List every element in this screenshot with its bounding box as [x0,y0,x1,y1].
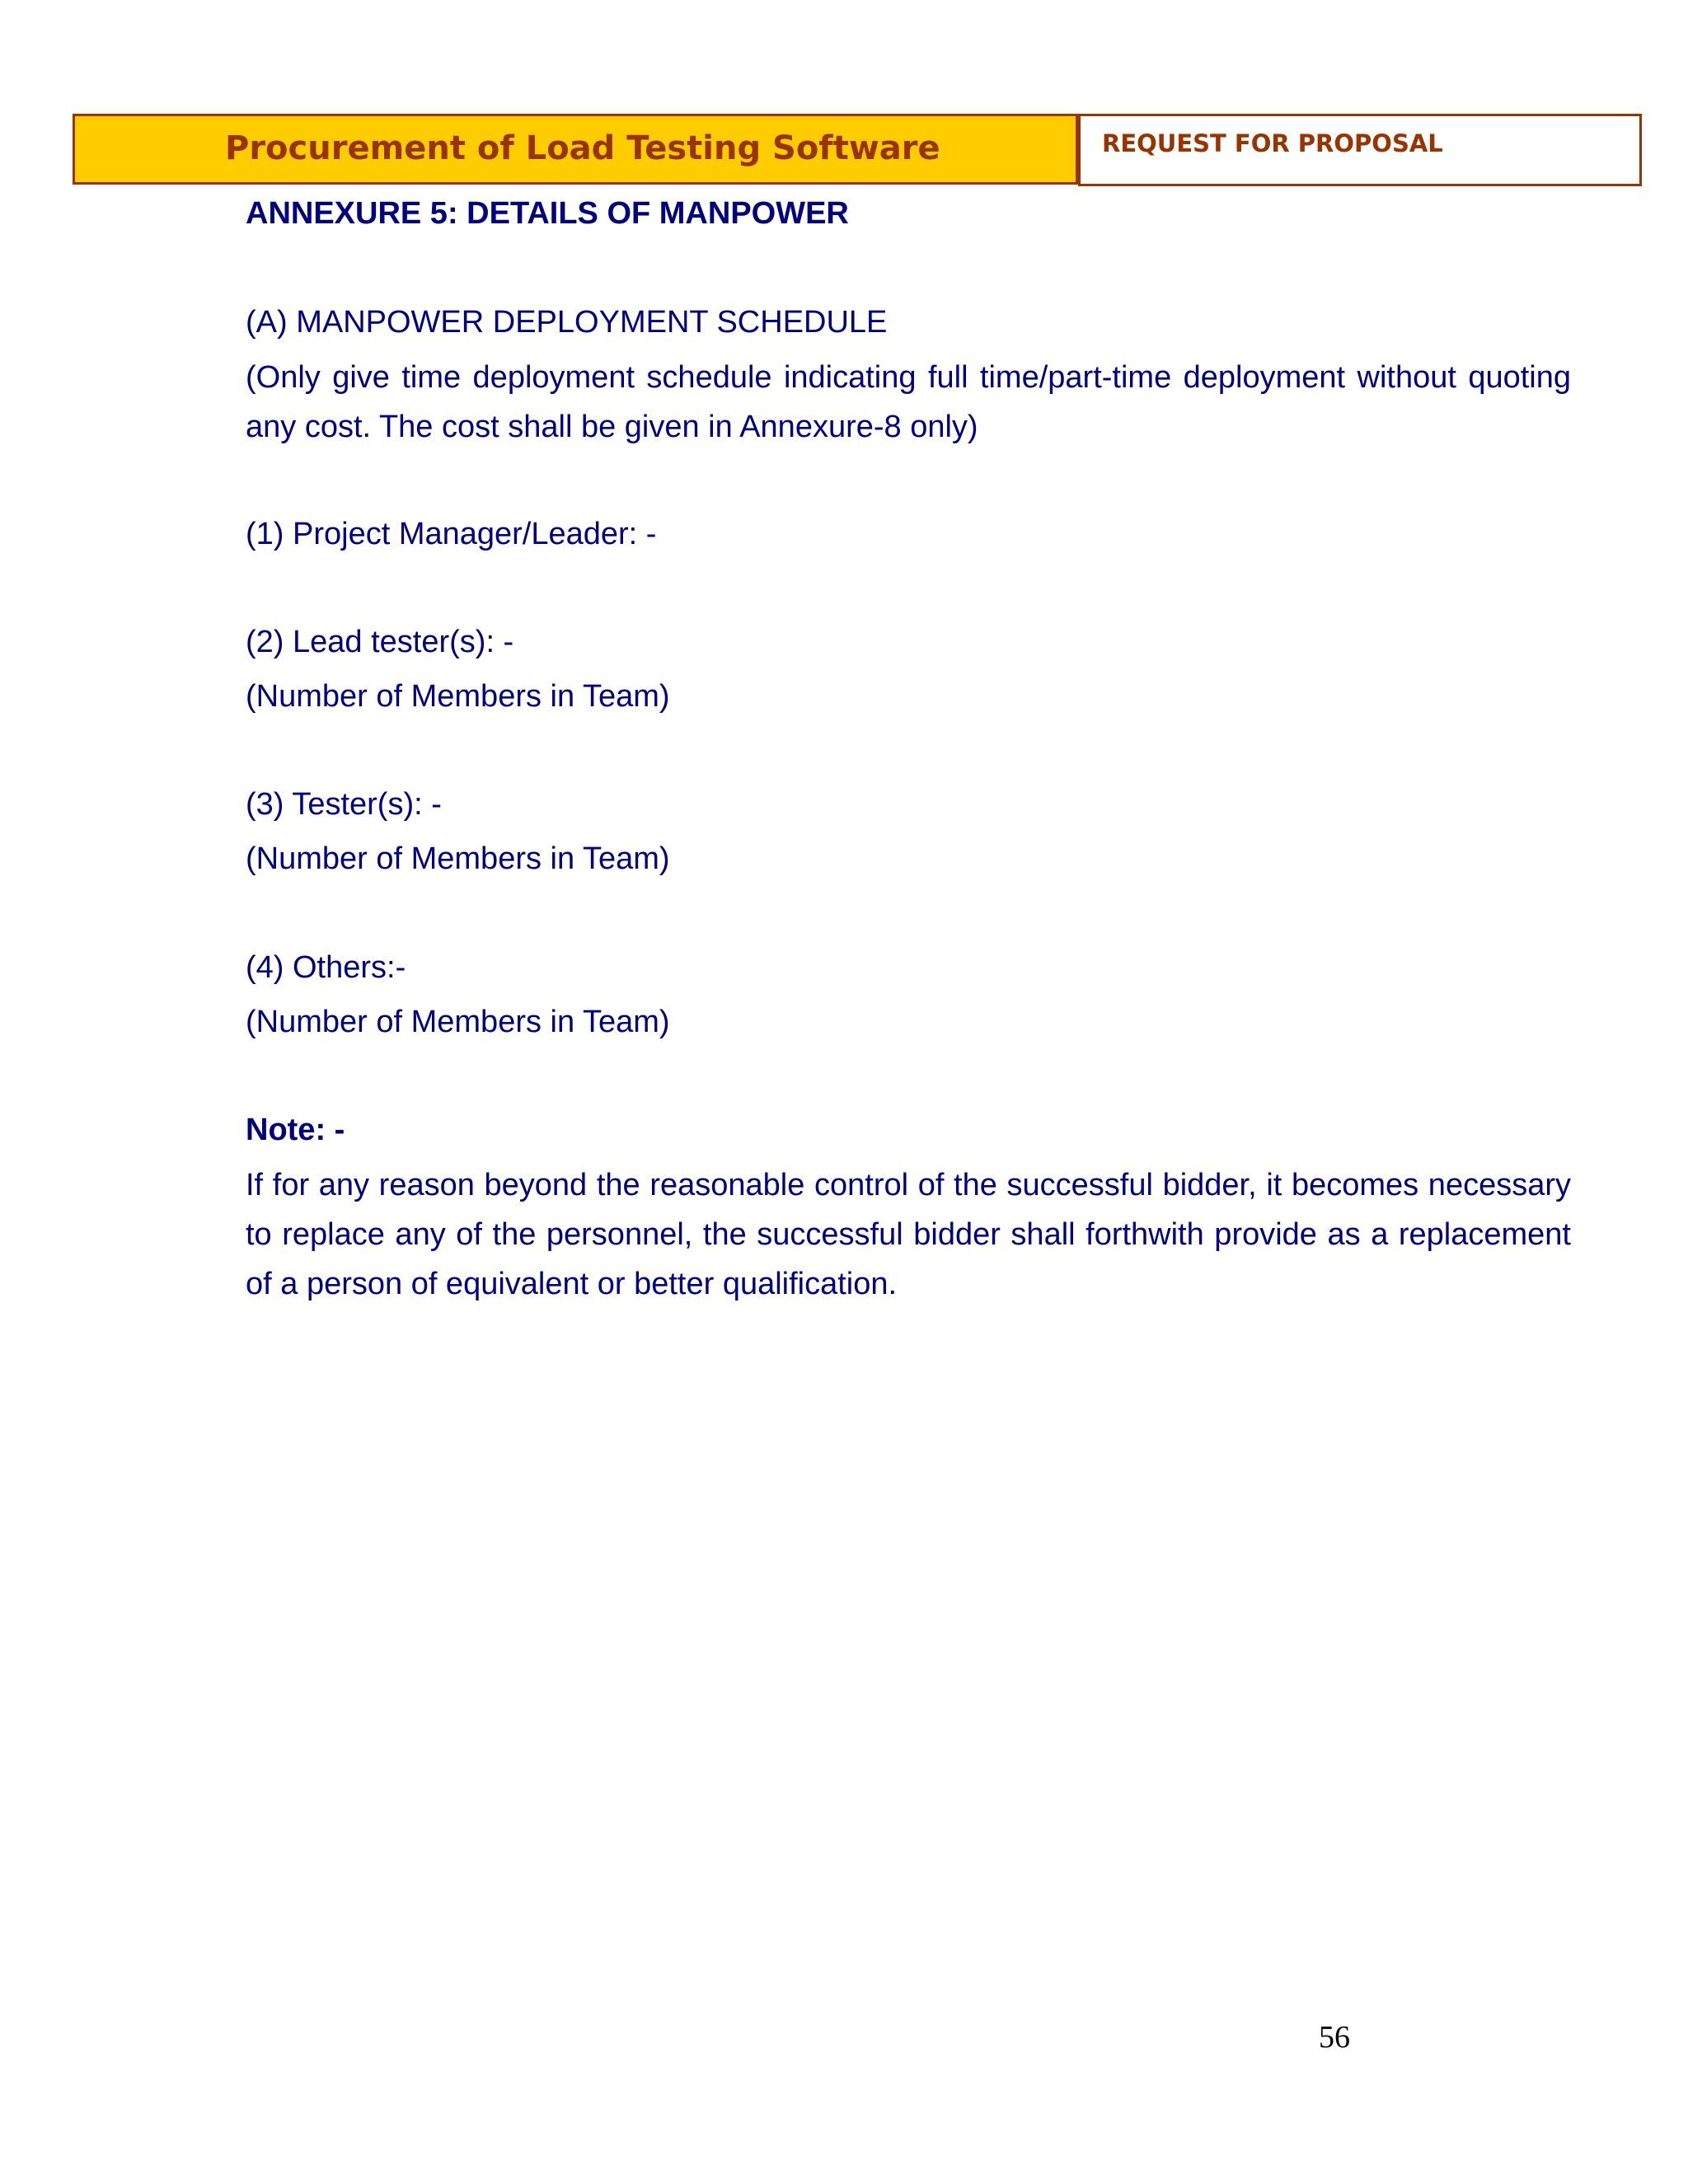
section-a-title: (A) MANPOWER DEPLOYMENT SCHEDULE [246,305,888,340]
header-title-box [73,114,1078,185]
document-title: Procurement of Load Testing Software [225,129,940,167]
role-lead-tester-note: (Number of Members in Team) [246,679,670,714]
role-others-note: (Number of Members in Team) [246,1005,670,1039]
role-project-manager: (1) Project Manager/Leader: - [246,517,657,551]
document-type: REQUEST FOR PROPOSAL [1102,129,1443,157]
role-lead-tester: (2) Lead tester(s): - [246,625,514,659]
role-tester-note: (Number of Members in Team) [246,841,670,876]
page-number: 56 [1319,2020,1350,2055]
role-tester: (3) Tester(s): - [246,787,442,822]
section-a-instruction: (Only give time deployment schedule indicating full time/part-time deployment without quoting any cost. The cost shall be given in Annexure-8 only) [246,360,1571,444]
note-heading: Note: - [246,1113,345,1147]
annexure-title: ANNEXURE 5: DETAILS OF MANPOWER [246,196,849,231]
note-text: If for any reason beyond the reasonable control of the successful bidder, it becomes necessary to replace any of the personnel, the successful bidder shall forthwith provide as a replacement of a person of equivalent or better qualification. [246,1168,1571,1301]
header-doctype-box [1078,114,1642,186]
role-others: (4) Others:- [246,950,406,985]
